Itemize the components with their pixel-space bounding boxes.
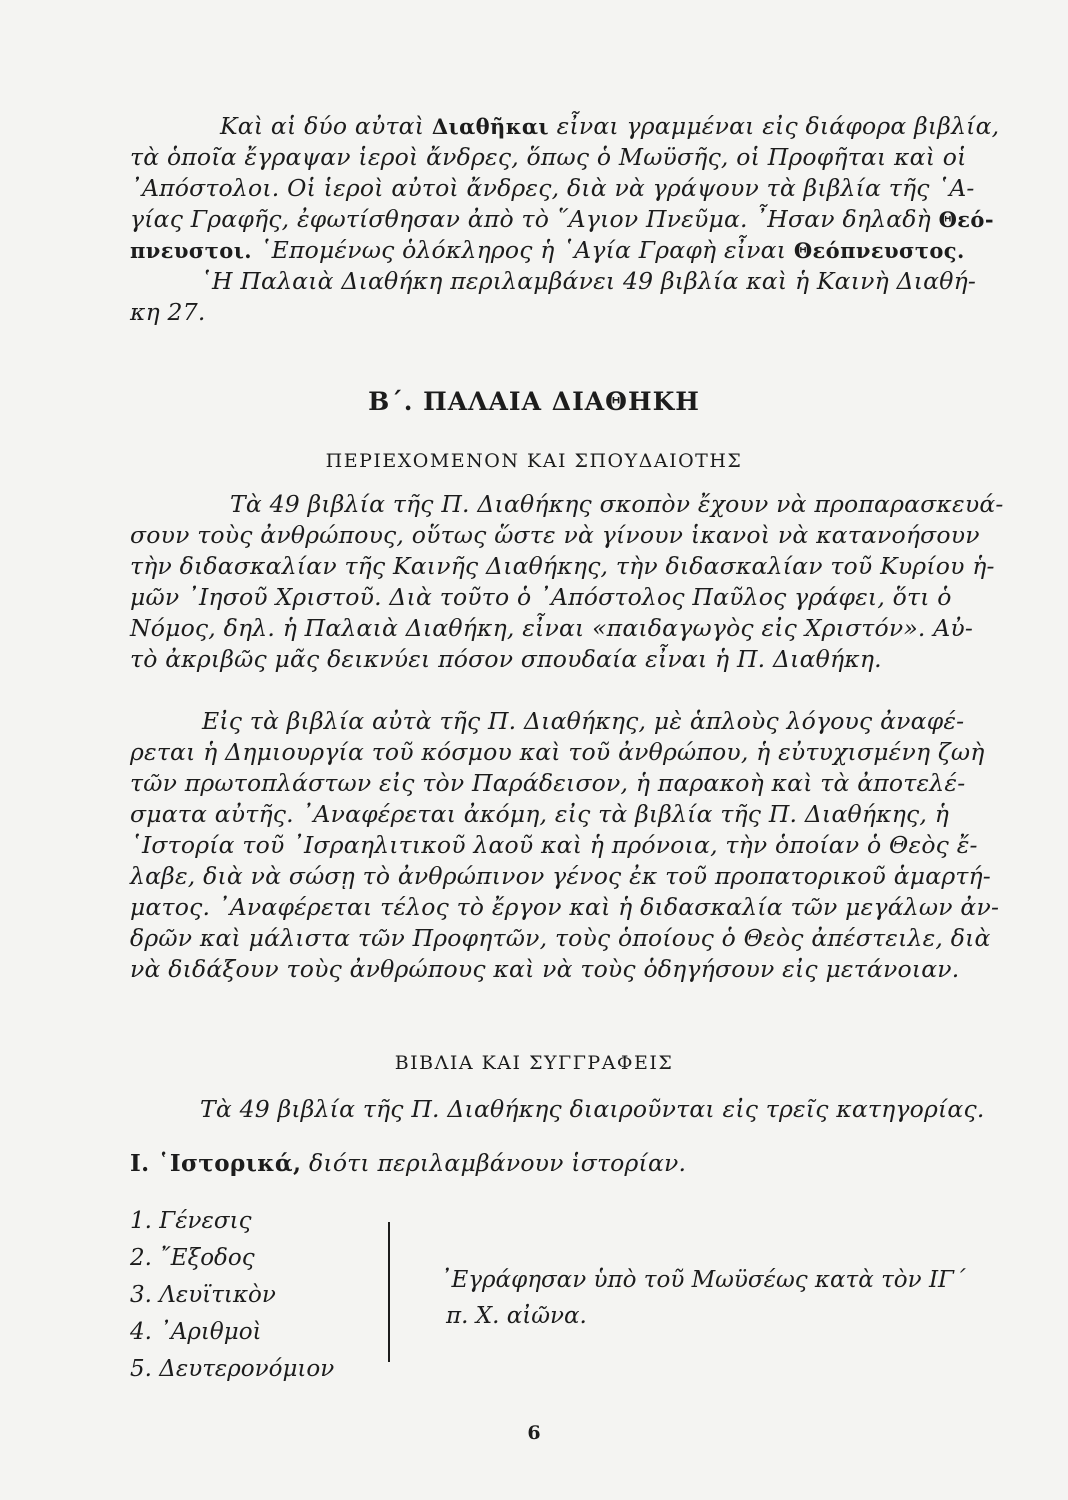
paragraph-content bbox=[130, 706, 1010, 985]
text-line: τὸ ἀκριβῶς μᾶς δεικνύει πόσον σπουδαία εἶναι ἡ Π. Διαθήκη. bbox=[130, 645, 882, 673]
bold-term: Θεόπνευστος. bbox=[793, 238, 965, 263]
list-item: 2. ῎Εξοδος bbox=[130, 1245, 255, 1271]
list-item: 5. Δευτερονόμιον bbox=[130, 1356, 335, 1382]
section-heading: Β΄. ΠΑΛΑΙΑ ΔΙΑΘΗΚΗ bbox=[368, 387, 700, 416]
paragraph-categories bbox=[130, 1094, 1010, 1125]
subheading-books: ΒΙΒΛΙΑ ΚΑΙ ΣΥΓΓΡΑΦΕΙΣ bbox=[394, 1052, 674, 1074]
text-line: γίας Γραφῆς, ἐφωτίσθησαν ἀπὸ τὸ ῞Αγιον Πνεῦμα. ῏Ησαν δηλαδὴ Θεό- bbox=[130, 205, 994, 233]
text-line: ᾿Απόστολοι. Οἱ ἱεροὶ αὐτοὶ ἄνδρες, διὰ νὰ γράψουν τὰ βιβλία τῆς ῾Α- bbox=[130, 174, 975, 202]
text-line: δρῶν καὶ μάλιστα τῶν Προφητῶν, τοὺς ὁποίους ὁ Θεὸς ἀπέστειλε, διὰ bbox=[130, 924, 991, 952]
text-line: ῾Ιστορία τοῦ ᾿Ισραηλιτικοῦ λαοῦ καὶ ἡ πρόνοια, τὴν ὁποίαν ὁ Θεὸς ἔ- bbox=[130, 831, 978, 859]
bold-term: Διαθῆκαι bbox=[431, 114, 549, 139]
text-line: Καὶ αἱ δύο αὐταὶ Διαθῆκαι εἶναι γραμμέναι εἰς διάφορα βιβλία, bbox=[220, 112, 1000, 140]
text-line: Ι. ῾Ιστορικά, διότι περιλαμβάνουν ἱστορίαν. bbox=[130, 1149, 687, 1177]
text-line: πνευστοι. ῾Επομένως ὁλόκληρος ἡ ῾Αγία Γραφὴ εἶναι Θεόπνευστος. bbox=[130, 236, 965, 264]
brace-divider bbox=[382, 1222, 390, 1362]
text-line: Εἰς τὰ βιβλία αὐτὰ τῆς Π. Διαθήκης, μὲ ἁπλοὺς λόγους ἀναφέ- bbox=[202, 707, 965, 735]
text-line: νὰ διδάξουν τοὺς ἀνθρώπους καὶ νὰ τοὺς ὁδηγήσουν εἰς μετάνοιαν. bbox=[130, 955, 960, 983]
text-line: Τὰ 49 βιβλία τῆς Π. Διαθήκης διαιροῦνται εἰς τρεῖς κατηγορίας. bbox=[200, 1095, 985, 1123]
text-line: ματος. ᾿Αναφέρεται τέλος τὸ ἔργον καὶ ἡ διδασκαλία τῶν μεγάλων ἀν- bbox=[130, 893, 1000, 921]
text-line: σουν τοὺς ἀνθρώπους, οὕτως ὥστε νὰ γίνουν ἱκανοὶ νὰ κατανοήσουν bbox=[130, 521, 980, 549]
text-line: τὴν διδασκαλίαν τῆς Καινῆς Διαθήκης, τὴν διδασκαλίαν τοῦ Κυρίου ἡ- bbox=[130, 552, 995, 580]
text-line: Τὰ 49 βιβλία τῆς Π. Διαθήκης σκοπὸν ἔχουν νὰ προπαρασκευά- bbox=[230, 490, 1004, 518]
text-line: ρεται ἡ Δημιουργία τοῦ κόσμου καὶ τοῦ ἀνθρώπου, ἡ εὐτυχισμένη ζωὴ bbox=[130, 738, 985, 766]
category-historical bbox=[130, 1148, 1010, 1179]
text-line: τὰ ὁποῖα ἔγραψαν ἱεροὶ ἄνδρες, ὅπως ὁ Μωϋσῆς, οἱ Προφῆται καὶ οἱ bbox=[130, 143, 967, 171]
note-line: ᾿Εγράφησαν ὑπὸ τοῦ Μωϋσέως κατὰ τὸν ΙΓ΄ bbox=[440, 1267, 966, 1293]
text-line: σματα αὐτῆς. ᾿Αναφέρεται ἀκόμη, εἰς τὰ βιβλία τῆς Π. Διαθήκης, ἡ bbox=[130, 800, 950, 828]
bold-term: Θεό- bbox=[938, 207, 994, 232]
category-label: Ι. ῾Ιστορικά, bbox=[130, 1150, 302, 1177]
text-line: τῶν πρωτοπλάστων εἰς τὸν Παράδεισον, ἡ παρακοὴ καὶ τὰ ἀποτελέ- bbox=[130, 769, 966, 797]
paragraph-purpose bbox=[130, 489, 1010, 675]
subheading-content: ΠΕΡΙΕΧΟΜΕΝΟΝ ΚΑΙ ΣΠΟΥΔΑΙΟΤΗΣ bbox=[325, 450, 743, 472]
list-item: 1. Γένεσις bbox=[130, 1208, 252, 1234]
note-line: π. Χ. αἰῶνα. bbox=[446, 1303, 587, 1329]
text-line: μῶν ᾿Ιησοῦ Χριστοῦ. Διὰ τοῦτο ὁ ᾿Απόστολος Παῦλος γράφει, ὅτι ὁ bbox=[130, 583, 952, 611]
list-item: 3. Λευϊτικὸν bbox=[130, 1282, 276, 1308]
book-authorship-note bbox=[440, 1262, 966, 1334]
bold-term: πνευστοι. bbox=[130, 238, 252, 263]
page-number: 6 bbox=[527, 1422, 541, 1444]
text-line: λαβε, διὰ νὰ σώσῃ τὸ ἀνθρώπινον γένος ἐκ τοῦ προπατορικοῦ ἁμαρτή- bbox=[130, 862, 991, 890]
text-line: κη 27. bbox=[130, 298, 206, 326]
text-line: Νόμος, δηλ. ἡ Παλαιὰ Διαθήκη, εἶναι «παιδαγωγὸς εἰς Χριστόν». Αὐ- bbox=[130, 614, 974, 642]
intro-paragraph bbox=[130, 111, 1010, 328]
text-line: ῾Η Παλαιὰ Διαθήκη περιλαμβάνει 49 βιβλία καὶ ἡ Καινὴ Διαθή- bbox=[200, 267, 977, 295]
book-list bbox=[130, 1203, 334, 1388]
list-item: 4. ᾿Αριθμοὶ bbox=[130, 1319, 262, 1345]
